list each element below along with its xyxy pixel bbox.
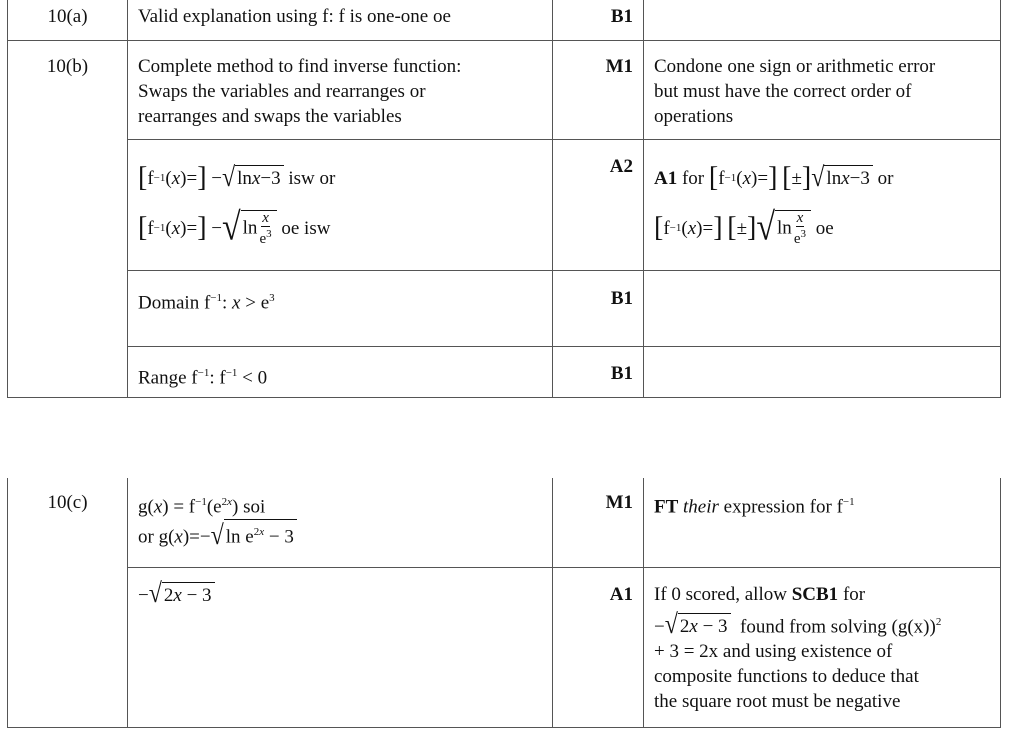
question-number: 10(b) bbox=[8, 41, 128, 398]
sqrt-icon: √ bbox=[664, 609, 678, 640]
guidance-line: operations bbox=[654, 106, 734, 127]
answer-cell bbox=[128, 140, 553, 271]
table-row bbox=[8, 347, 1001, 398]
open-bracket: [ bbox=[708, 162, 719, 193]
sqrt-icon: √ bbox=[221, 163, 236, 193]
open-bracket: [ bbox=[782, 162, 792, 193]
table-row bbox=[8, 567, 1001, 727]
close-bracket: ] bbox=[801, 162, 812, 193]
math-line: [ f −1 ( x )= ] − √ lnx−3 isw or bbox=[138, 162, 336, 193]
table-row bbox=[8, 0, 1001, 41]
fraction: $\frac{x}{e^3}$ bbox=[793, 209, 806, 247]
math-line: [ f −1 ( x )= ] [ ± ] √ ln $\frac{x}{e^3}$ oe bbox=[654, 206, 834, 249]
mark-scheme-table-10ab bbox=[7, 0, 1001, 398]
answer-cell: Range $f^{-1}$: $f^{-1} < 0$ bbox=[128, 347, 553, 398]
mark-cell: M1 bbox=[553, 478, 644, 567]
answer-line: rearranges and swaps the variables bbox=[138, 106, 402, 127]
radicand: $\ln e^{2x} - 3$ bbox=[224, 519, 297, 549]
answer-cell bbox=[128, 478, 553, 567]
question-number: 10(c) bbox=[8, 478, 128, 727]
radicand: 2x − 3 bbox=[678, 613, 731, 639]
guidance-line: the square root must be negative bbox=[654, 690, 901, 712]
open-bracket: [ bbox=[138, 212, 148, 243]
mark-cell: B1 bbox=[553, 347, 644, 398]
radicand: lnx−3 bbox=[824, 165, 872, 191]
mark-cell: B1 bbox=[553, 271, 644, 347]
guidance-line: If 0 scored, allow SCB1 for bbox=[654, 583, 866, 605]
close-bracket: ] bbox=[713, 212, 723, 243]
mark-cell: A1 bbox=[553, 567, 644, 727]
radicand: lnx−3 bbox=[235, 165, 283, 191]
guidance-cell bbox=[644, 41, 1001, 140]
question-number: 10(a) bbox=[8, 0, 128, 41]
table-row bbox=[8, 271, 1001, 347]
guidance-cell bbox=[644, 140, 1001, 271]
guidance-cell bbox=[644, 271, 1001, 347]
guidance-line: −√ 2x − 3 found from solving $(g(x))^2$ bbox=[654, 609, 942, 640]
sqrt-icon: √ bbox=[221, 206, 241, 249]
table-row bbox=[8, 41, 1001, 140]
guidance-line: but must have the correct order of bbox=[654, 81, 912, 102]
sqrt-icon: √ bbox=[756, 206, 776, 249]
close-bracket: ] bbox=[197, 212, 207, 243]
answer-cell: Domain $f^{-1}$: $x > e^3$ bbox=[128, 271, 553, 347]
close-bracket: ] bbox=[768, 162, 778, 193]
mark-cell: A2 bbox=[553, 140, 644, 271]
answer-cell bbox=[128, 41, 553, 140]
radicand: 2x − 3 bbox=[162, 582, 215, 608]
answer-cell: Valid explanation using f: f is one-one oe bbox=[128, 0, 553, 41]
fraction: $\frac{x}{e^3}$ bbox=[259, 209, 272, 247]
guidance-cell bbox=[644, 567, 1001, 727]
answer-line: Complete method to find inverse function: bbox=[138, 56, 462, 77]
answer-cell: −√ 2x − 3 bbox=[128, 567, 553, 727]
math-line: $g(x) = f^{-1}(e^{2x})$ soi bbox=[138, 496, 266, 518]
guidance-line: Condone one sign or arithmetic error bbox=[654, 56, 936, 77]
open-bracket: [ bbox=[727, 212, 737, 243]
guidance-line: + 3 = 2x and using existence of bbox=[654, 640, 893, 662]
mark-cell: M1 bbox=[553, 41, 644, 140]
radicand: ln $\frac{x}{e^3}$ bbox=[241, 210, 277, 247]
close-bracket: ] bbox=[197, 162, 207, 193]
table-row bbox=[8, 478, 1001, 567]
math-line: A1 for [ f −1 ( x )= ] [ ± ] √ lnx−3 or bbox=[654, 162, 894, 193]
close-bracket: ] bbox=[747, 212, 757, 243]
open-bracket: [ bbox=[654, 212, 664, 243]
guidance-cell bbox=[644, 347, 1001, 398]
guidance-line: composite functions to deduce that bbox=[654, 665, 919, 687]
table-row bbox=[8, 140, 1001, 271]
radicand: ln $\frac{x}{e^3}$ bbox=[775, 210, 811, 247]
answer-line: Swaps the variables and rearranges or bbox=[138, 81, 426, 102]
guidance-cell bbox=[644, 0, 1001, 41]
mark-scheme-table-10c bbox=[7, 478, 1001, 728]
sqrt-icon: √ bbox=[210, 520, 224, 551]
sqrt-icon: √ bbox=[811, 163, 825, 193]
mark-cell: B1 bbox=[553, 0, 644, 41]
sqrt-icon: √ bbox=[148, 578, 162, 609]
math-line: [ f −1 ( x )= ] − √ ln $\frac{x}{e^3}$ oe isw bbox=[138, 206, 331, 249]
open-bracket: [ bbox=[138, 162, 148, 193]
math-line: or g(x)=−√ $\ln e^{2x} - 3$ bbox=[138, 519, 542, 549]
guidance-cell: FT their expression for $f^{-1}$ bbox=[644, 478, 1001, 567]
